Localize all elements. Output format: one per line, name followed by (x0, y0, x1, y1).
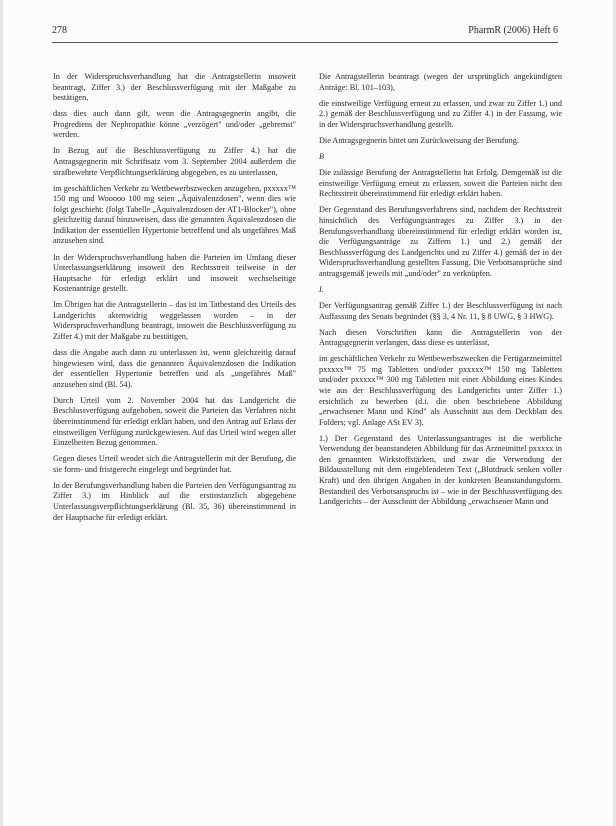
paragraph: Die Antragsgegnerin bittet um Zurückweisung der Berufung. (319, 135, 519, 145)
page-number: 278 (52, 25, 67, 36)
paragraph: In der Widerspruchsverhandlung haben die Parteien im Umfang dieser Unterlassungserklärung insoweit den Rechtsstreit teilweise in der Hauptsache für erledigt erklärt und insoweit wechselseitige Kostenanträge gestellt. (53, 252, 296, 294)
paragraph: Im Übrigen hat die Antragstellerin – das ist im Tatbestand des Urteils des Landgerichts aktenwidrig weggelassen worden – in der Widerspruchsverhandlung beantragt, insoweit die Beschlussverfügung zu Ziffer 4.) mit der Maßgabe zu bestätigen, (53, 300, 296, 341)
paragraph: Gegen dieses Urteil wendet sich die Antragstellerin mit der Berufung, die sie form- und fristgerecht eingelegt und begründet hat. (53, 454, 296, 474)
paragraph: In Bezug auf die Beschlussverfügung zu Ziffer 4.) hat die Antragsgegnerin mit Schriftsatz vom 3. September 2004 außerdem die strafbewehrte Verpflichtungserklärung abgegeben, es zu unterlassen, (53, 146, 296, 177)
paragraph: Durch Urteil vom 2. November 2004 hat das Landgericht die Beschlussverfügung aufgehoben, soweit die Parteien das Verfahren nicht übereinstimmend für erledigt erklärt haben, und den Antrag auf Erlass der einstweiligen Verfügung zurückgewiesen. Auf das Urteil wird wegen aller Einzelheiten Bezug genommen. (53, 395, 296, 448)
page-edge-left (0, 0, 3, 826)
paragraph: die einstweilige Verfügung erneut zu erlassen, und zwar zu Ziffer 1.) und 2.) gemäß der Beschlussverfügung und zu Ziffer 4.) in der Fassung, wie in der Widerspruchsverhandlung gestellt. (319, 98, 562, 129)
paragraph: im geschäftlichen Verkehr zu Wettbewerbszwecken die Fertigarzneimittel pxxxxx™ 75 mg Tabletten und/oder pxxxxx™ 150 mg Tabletten und/oder pxxxxx™ 300 mg Tabletten mit einer Abbildung eines Kindes wie aus der Beschlussverfügung des Landgerichts unter Ziffer 1.) ersichtlich zu bewerben (d.i. die oben beschriebene Abbildung „erwachsener Mann und Kind" als Ausschnitt aus dem Deckblatt des Folders; vgl. Anlage ASt EV 3). (319, 354, 562, 427)
right-column (319, 72, 562, 513)
paragraph: Der Gegenstand des Berufungsverfahrens sind, nachdem der Rechtsstreit hinsichtlich des Verfügungsantrages zu Ziffer 3.) in der Berufungsverhandlung übereinstimmend für erledigt erklärt worden ist, die Verfügungsanträge zu Ziffern 1.) und 2.) gemäß der Beschlussverfügung des Landgerichts und zu Ziffer 4.) gemäß der in der Widerspruchsverhandlung gestellten Fassung. Die Verbotsansprüche sind antragsgemäß jeweils mit „und/oder" zu verknüpfen. (319, 205, 562, 278)
paragraph: dass die Angabe auch dann zu unterlassen ist, wenn gleichzeitig darauf hingewiesen wird, dass die genannten Äquivalenzdosen die Indikation der essentiellen Hypertonie betreffen und als „ungefähres Maß" anzusehen sind (Bl. 54). (53, 348, 296, 389)
section-heading-i: I. (319, 284, 324, 294)
paragraph: Der Verfügungsantrag gemäß Ziffer 1.) der Beschlussverfügung ist nach Auffassung des Senats begründet (§§ 3, 4 Nr. 11, § 8 UWG, § 3 HWG). (319, 301, 562, 321)
paragraph: Die Antragstellerin beantragt (wegen der ursprünglich angekündigten Anträge: Bl. 101–103), (319, 72, 562, 92)
paragraph: dass dies auch dann gilt, wenn die Antragsgegnerin angibt, die Progrediens der Nephropathie könne „verzögert" und/oder „gebremst" werden. (53, 109, 296, 140)
journal-reference: PharmR (2006) Heft 6 (468, 25, 558, 36)
paragraph: im geschäftlichen Verkehr zu Wettbewerbszwecken anzugeben, pxxxxx™ 150 mg und Wooooo 100 mg seien „Äquivalenzdosen", wenn dies wie folgt geschieht: (folgt Tabelle „Äquivalenzdosen der AT1-Blocker"), ohne gleichzeitig darauf hinzuweisen, dass die genannten Äquivalenzdosen die Indikation der essentiellen Hypertonie betreffend und als ungefähres Maß anzusehen sind. (53, 183, 296, 246)
page-header (52, 24, 558, 38)
paragraph: 1.) Der Gegenstand des Unterlassungsantrages ist die werbliche Verwendung der beanstandeten Abbildung für das Arzneimittel pxxxxx in den genannten Wirkstoffstärken, und zwar die Verwendung der Bildausstellung mit dem eingeblendeten Text („Blutdruck senken voller Kraft) und den übrigen Angaben in der konkreten Beanstandungsform. Bestandteil des Verbotsanspruchs ist – wie in der Beschlussverfügung des Landgerichts – der Ausschnitt der Abbildung „erwachsener Mann und (319, 433, 562, 507)
paragraph: Nach diesen Vorschriften kann die Antragstellerin von der Antragsgegnerin verlangen, dass diese es unterlässt, (319, 327, 562, 348)
paragraph: In der Widerspruchsverhandlung hat die Antragstellerin insoweit beantragt, Ziffer 3.) der Beschlussverfügung mit der Maßgabe zu bestätigen, (53, 72, 296, 103)
paragraph: In der Berufungsverhandlung haben die Parteien den Verfügungsantrag zu Ziffer 3.) im Hinblick auf die erstinstanzlich abgegebene Unterlassungsverpflichtungserklärung (Bl. 35, 36) übereinstimmend in der Hauptsache für erledigt erklärt. (53, 480, 296, 522)
paragraph: Die zulässige Berufung der Antragstellerin hat Erfolg. Demgemäß ist die einstweilige Verfügung erneut zu erlassen, soweit die Parteien nicht den Rechtsstreit übereinstimmend für erledigt erklärt haben. (319, 168, 562, 199)
left-column (53, 72, 296, 529)
section-heading-b: B (319, 152, 325, 162)
header-rule (52, 42, 558, 43)
